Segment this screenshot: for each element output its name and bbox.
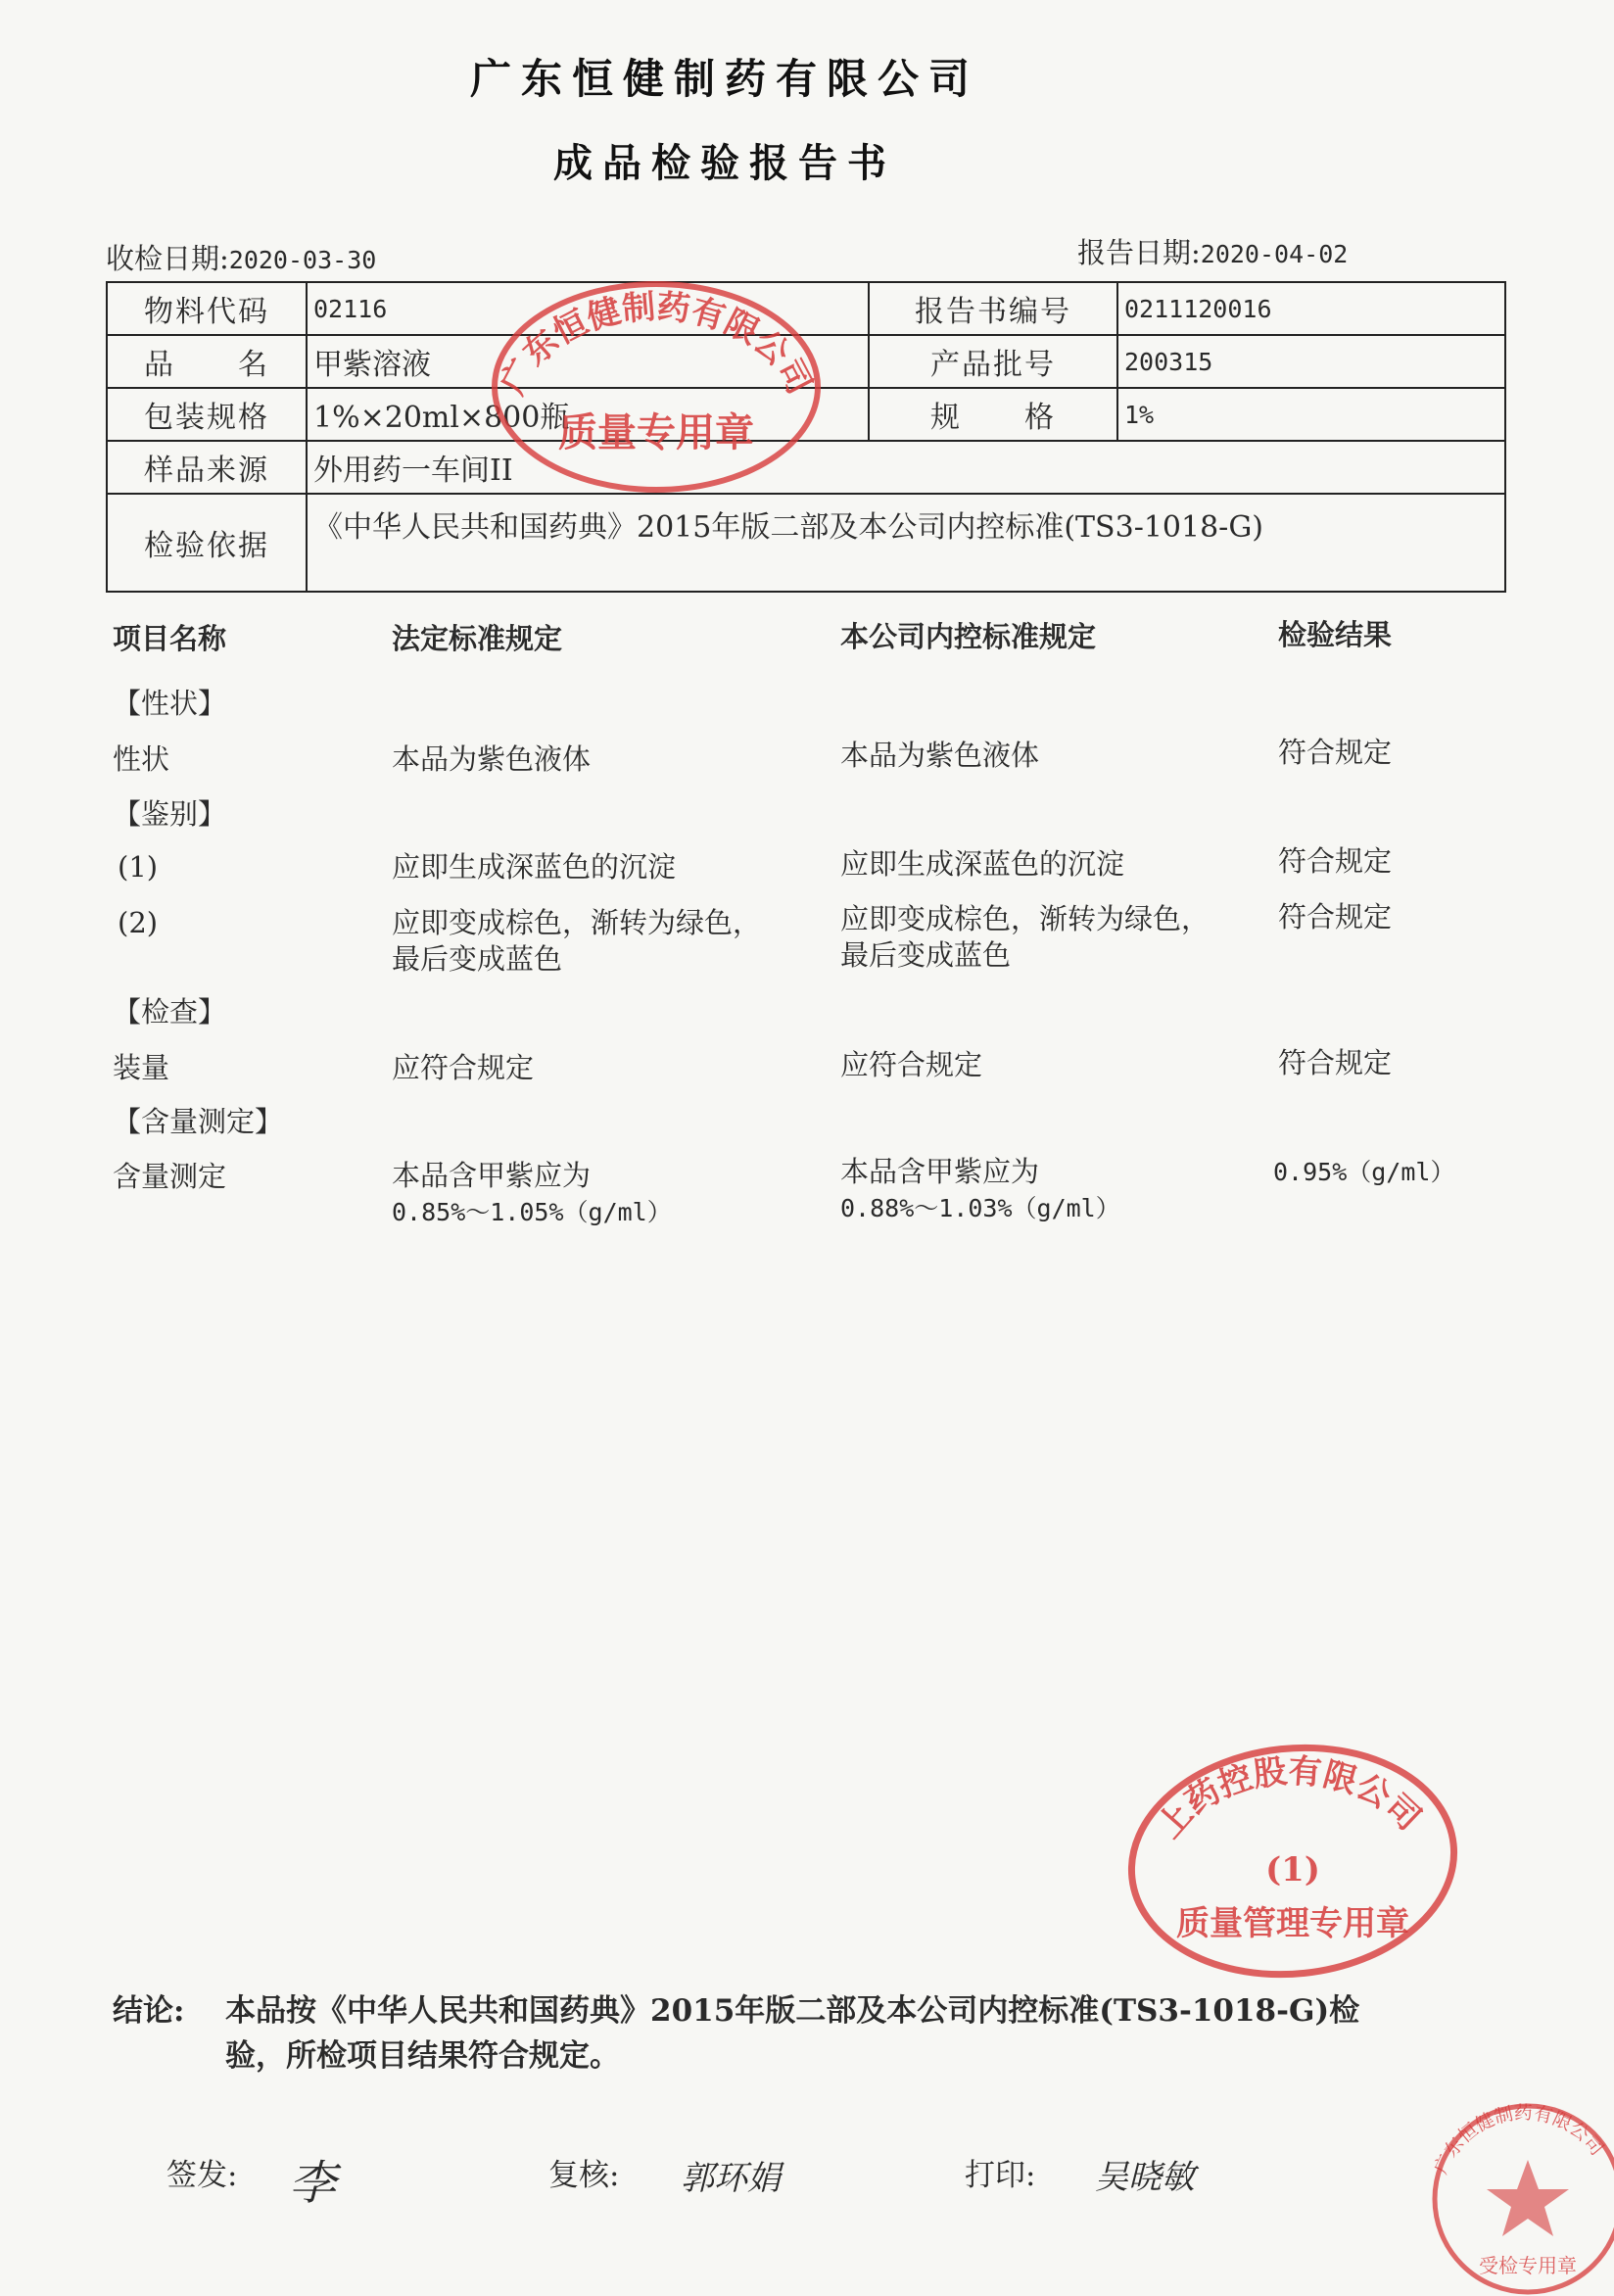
star-icon: [1487, 2160, 1569, 2236]
column-legal: 法定标准规定: [392, 622, 563, 655]
basis-label: 检验依据: [107, 494, 307, 592]
row-assay-internal: [840, 1154, 1120, 1226]
product-label: 品 名: [107, 335, 307, 388]
section-appearance: 【性状】: [113, 687, 227, 720]
print-signature: 吴晓敏: [1095, 2158, 1195, 2197]
row-assay-item: 含量测定: [113, 1160, 227, 1193]
stamp3-inner-text: 受检专用章: [1479, 2254, 1577, 2277]
stamp2-mid-text: (1): [1265, 1850, 1320, 1889]
svg-text:广东恒健制药有限公司: [1430, 2102, 1607, 2177]
row-fill-internal: 应符合规定: [840, 1048, 983, 1081]
stamp1-outer-text: 广东恒健制药有限公司: [493, 287, 820, 402]
source-value: 外用药一车间II: [307, 441, 1505, 494]
quality-seal-stamp: [480, 269, 832, 495]
conclusion-label: 结论:: [113, 1993, 185, 2029]
row-ident2-internal: [840, 901, 1210, 974]
row-appearance-internal: 本品为紫色液体: [840, 739, 1040, 772]
row-appearance-item: 性状: [113, 742, 170, 776]
row-assay-legal-line1: 本品含甲紫应为: [392, 1159, 592, 1192]
receive-date-label: 收检日期:: [106, 242, 229, 275]
receive-date-value: 2020-03-30: [228, 246, 377, 274]
conclusion: [113, 1988, 1484, 2079]
spec-value: 1%: [1117, 388, 1505, 441]
spec-label: 规 格: [869, 388, 1117, 441]
row-fill-item: 装量: [113, 1051, 170, 1084]
report-no-label: 报告书编号: [869, 282, 1117, 335]
receive-date: [106, 237, 376, 277]
report-no-value: 0211120016: [1117, 282, 1505, 335]
row-assay-legal-line2: 0.85%～1.05%（g/ml）: [392, 1198, 672, 1226]
package-value: 1%×20ml×800瓶: [307, 388, 869, 441]
column-item: 项目名称: [113, 622, 227, 655]
basis-value: 《中华人民共和国药典》2015年版二部及本公司内控标准(TS3-1018-G): [307, 494, 1505, 592]
stamp1-inner-text: 质量专用章: [558, 409, 754, 455]
inspection-seal-stamp: [1410, 2091, 1614, 2296]
row-ident1-result: 符合规定: [1278, 844, 1393, 878]
quality-management-stamp: [1116, 1734, 1469, 1988]
package-label: 包装规格: [107, 388, 307, 441]
svg-text:广东恒健制药有限公司: [494, 287, 820, 401]
row-ident2-item: (2): [118, 906, 159, 939]
column-result: 检验结果: [1278, 618, 1393, 651]
product-value: 甲紫溶液: [307, 335, 869, 388]
section-inspection: 【检查】: [113, 995, 227, 1028]
row-ident1-item: (1): [118, 850, 159, 884]
conclusion-line2: 验，所检项目结果符合规定。: [225, 2038, 620, 2074]
row-ident2-result: 符合规定: [1278, 900, 1393, 933]
stamp3-outer-text: 广东恒健制药有限公司: [1430, 2102, 1608, 2177]
stamp2-inner-text: 质量管理专用章: [1176, 1904, 1409, 1943]
company-name: 广东恒健制药有限公司: [469, 55, 979, 103]
section-assay: 【含量测定】: [113, 1105, 284, 1138]
row-appearance-result: 符合规定: [1278, 736, 1393, 769]
batch-value: 200315: [1117, 335, 1505, 388]
document-title: 成品检验报告书: [553, 140, 896, 186]
row-appearance-legal: 本品为紫色液体: [392, 742, 592, 776]
row-fill-result: 符合规定: [1278, 1046, 1393, 1079]
row-ident2-legal-line2: 最后变成蓝色: [392, 942, 563, 976]
info-row: [107, 494, 1505, 592]
row-ident2-legal: [392, 905, 761, 978]
row-ident2-legal-line1: 应即变成棕色，渐转为绿色，: [392, 906, 762, 939]
issue-signature: 李: [289, 2156, 337, 2211]
source-label: 样品来源: [107, 441, 307, 494]
batch-label: 产品批号: [869, 335, 1117, 388]
report-date: [1077, 231, 1348, 271]
review-signature: 郭环娟: [681, 2159, 781, 2198]
row-ident1-internal: 应即生成深蓝色的沉淀: [840, 847, 1125, 881]
column-internal: 本公司内控标准规定: [840, 620, 1097, 653]
row-assay-internal-line1: 本品含甲紫应为: [840, 1155, 1040, 1188]
issue-label: 签发:: [166, 2158, 238, 2193]
row-ident2-internal-line2: 最后变成蓝色: [840, 938, 1012, 972]
row-assay-internal-line2: 0.88%～1.03%（g/ml）: [840, 1194, 1120, 1222]
row-fill-legal: 应符合规定: [392, 1051, 535, 1084]
row-ident1-legal: 应即生成深蓝色的沉淀: [392, 850, 677, 884]
conclusion-line1: 本品按《中华人民共和国药典》2015年版二部及本公司内控标准(TS3-1018-G)检: [225, 1993, 1360, 2029]
report-date-label: 报告日期:: [1077, 236, 1201, 269]
row-assay-legal: [392, 1158, 672, 1230]
stamp2-outer-text: 上药控股有限公司: [1149, 1751, 1429, 1846]
report-date-value: 2020-04-02: [1200, 240, 1349, 268]
row-ident2-internal-line1: 应即变成棕色，渐转为绿色，: [840, 902, 1210, 935]
review-label: 复核:: [548, 2158, 620, 2193]
print-label: 打印:: [965, 2158, 1036, 2193]
material-code-value: 02116: [307, 282, 869, 335]
row-assay-result: 0.95%（g/ml）: [1273, 1158, 1455, 1186]
section-identification: 【鉴别】: [113, 797, 227, 831]
material-code-label: 物料代码: [107, 282, 307, 335]
